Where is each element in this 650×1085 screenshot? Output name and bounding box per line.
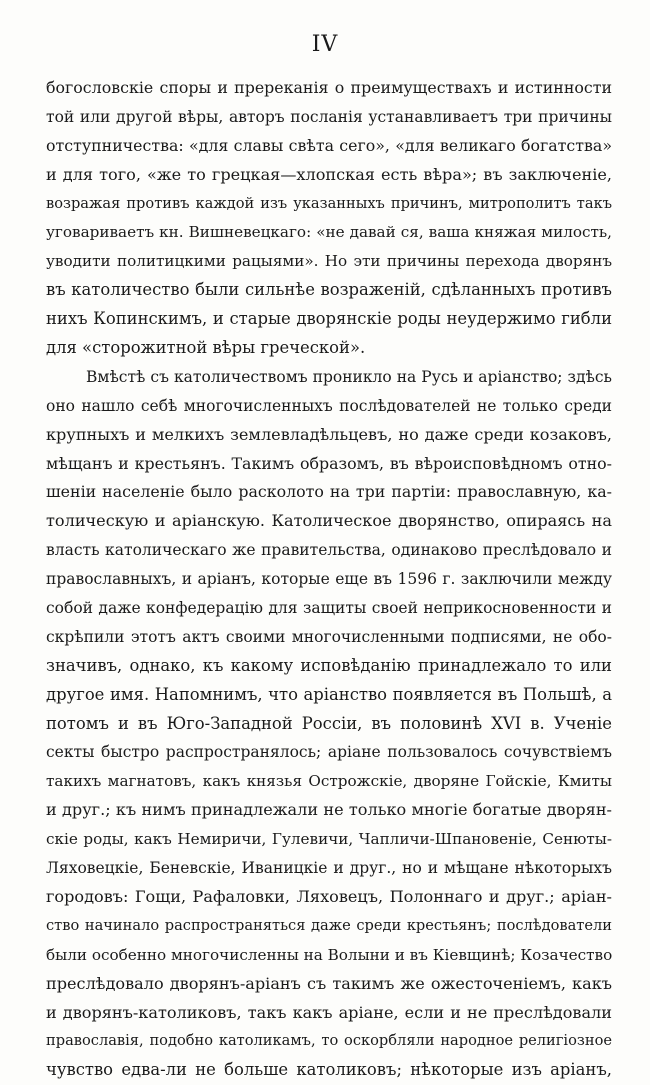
text-line: значивъ, однако, къ какому исповѣданію принадлежало то или <box>46 655 612 675</box>
text-line: собой даже конфедерацію для защиты своей неприкосновенности и <box>46 599 612 618</box>
text-line: отступничества: «для славы свѣта сего», «для великаго богатства» <box>46 135 612 155</box>
text-line: крупныхъ и мелкихъ землевладѣльцевъ, но даже среди козаковъ, <box>46 424 612 444</box>
text-line: городовъ: Гощи, Рафаловки, Ляховецъ, Полоннаго и друг.; аріан- <box>46 886 612 906</box>
text-line: Вмѣстѣ съ католичествомъ проникло на Русь и аріанство; здѣсь <box>86 367 612 386</box>
text-line: были особенно многочисленны на Волыни и въ Кіевщинѣ; Козачество <box>46 945 612 964</box>
text-line: и дворянъ-католиковъ, такъ какъ аріане, если и не преслѣдовали <box>46 1002 612 1022</box>
text-line: секты быстро распространялось; аріане пользовалось сочувствіемъ <box>46 743 612 762</box>
text-line: возражая противъ каждой изъ указанныхъ причинъ, митрополитъ такъ <box>46 194 612 212</box>
text-line: такихъ магнатовъ, какъ князья Острожскіе, дворяне Гойскіе, Кмиты <box>46 772 612 791</box>
text-line: православія, подобно католикамъ, то оскорбляли народное религіозное <box>46 1032 612 1050</box>
text-line: нихъ Копинскимъ, и старые дворянскіе роды неудержимо гибли <box>46 309 612 329</box>
text-line: скіе роды, какъ Немиричи, Гулевичи, Чапличи-Шпановеніе, Сенюты- <box>46 830 612 849</box>
text-line: богословскіе споры и пререканія о преимуществахъ и истинности <box>46 78 612 97</box>
text-line: для «сторожитной вѣры греческой». <box>46 338 366 358</box>
text-line: оно нашло себѣ многочисленныхъ послѣдователей не только среди <box>46 396 612 415</box>
text-line: Ляховецкіе, Беневскіе, Иваницкіе и друг., но и мѣщане нѣкоторыхъ <box>46 859 612 878</box>
text-line: православныхъ, и аріанъ, которые еще въ 1596 г. заключили между <box>46 570 612 589</box>
paragraph-1 <box>46 74 612 363</box>
text-line: уговариваетъ кн. Вишневецкаго: «не давай ся, ваша княжая милость, <box>46 223 612 242</box>
text-line: преслѣдовало дворянъ-аріанъ съ такимъ же ожесточеніемъ, какъ <box>46 973 612 993</box>
text-body <box>46 74 612 1085</box>
text-line: шеніи населеніе было расколото на три партіи: православную, ка- <box>46 482 612 502</box>
text-line: и друг.; къ нимъ принадлежали не только многіе богатые дворян- <box>46 800 612 820</box>
text-line: толическую и аріанскую. Католическое дворянство, опираясь на <box>46 511 612 531</box>
text-line: ство начинало распространяться даже среди крестьянъ; послѣдователи <box>46 916 612 934</box>
text-line: власть католическаго же правительства, одинаково преслѣдовало и <box>46 541 612 560</box>
text-line: скрѣпили этотъ актъ своими многочисленными подписями, не обо- <box>46 627 612 646</box>
text-line: той или другой вѣры, авторъ посланія устанавливаетъ три причины <box>46 107 612 126</box>
text-line: уводити политицкими рацыями». Но эти причины перехода дворянъ <box>46 252 612 271</box>
text-line: мѣщанъ и крестьянъ. Такимъ образомъ, въ вѣроисповѣдномъ отно- <box>46 453 612 473</box>
text-line: потомъ и въ Юго-Западной Россіи, въ половинѣ XVI в. Ученіе <box>46 713 612 733</box>
text-line: и для того, «же то грецкая—хлопская есть вѣра»; въ заключеніе, <box>46 164 612 184</box>
text-line: чувство едва-ли не больше католиковъ; нѣкоторые изъ аріанъ, <box>46 1060 612 1080</box>
paragraph-2 <box>46 363 612 1085</box>
page-number: IV <box>311 32 339 57</box>
text-line: другое имя. Напомнимъ, что аріанство появляется въ Польшѣ, а <box>46 684 612 704</box>
text-line: въ католичество были сильнѣе возраженій, сдѣланныхъ противъ <box>46 280 612 300</box>
